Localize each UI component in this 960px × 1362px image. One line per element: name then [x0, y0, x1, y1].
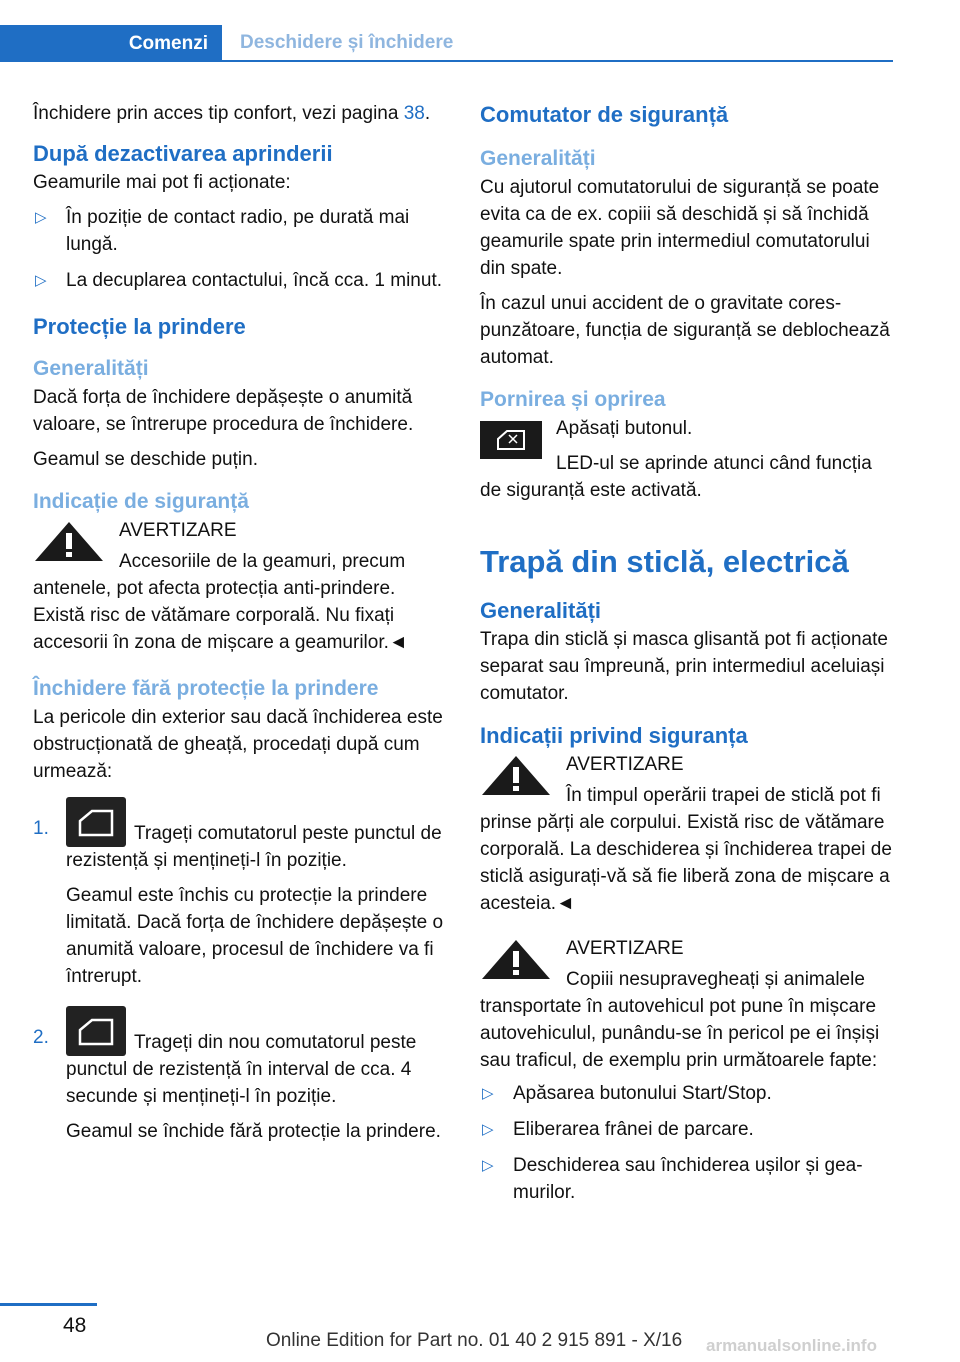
heading-generalitati-trapa: Generalități — [480, 598, 602, 623]
warning-box — [480, 935, 896, 1074]
paragraph-geamul-deschide: Geamul se deschide puțin. — [33, 449, 258, 470]
warning-box — [480, 751, 896, 917]
right-column — [480, 100, 896, 1215]
safety-switch-block — [480, 415, 896, 512]
warning-triangle-icon — [480, 753, 552, 797]
triangle-bullet-icon: ▷ — [482, 1085, 494, 1102]
list-item-text: În poziție de contact radio, pe durată mai lungă. — [66, 207, 410, 255]
list-item-text: La decuplarea contactului, încă cca. 1 minut. — [66, 270, 443, 291]
window-switch-icon — [66, 797, 126, 847]
triangle-bullet-icon: ▷ — [482, 1157, 494, 1174]
intro-text: Închidere prin acces tip confort, vezi pagina — [33, 103, 404, 124]
subheading-pornirea-oprirea: Pornirea și oprirea — [480, 388, 666, 411]
heading-comutator-siguranta: Comutator de siguranță — [480, 102, 729, 127]
warning-box — [33, 517, 448, 656]
list-item — [480, 1116, 896, 1143]
window-switch-icon — [66, 1006, 126, 1056]
list-item — [480, 1152, 896, 1206]
page-link-38[interactable]: 38 — [403, 103, 425, 124]
steps-list — [33, 797, 448, 1145]
step-item — [33, 1006, 448, 1145]
paragraph-geamurile: Geamurile mai pot fi acționate: — [33, 172, 291, 193]
paragraph-comutator: Cu ajutorul comutatorului de siguranță se poate evita ca de ex. copiii să deschidă și să închidă geamurile spate prin intermediul comutatorului din spate. — [480, 177, 880, 279]
paragraph-accident: În cazul unui accident de o gravitate corespunzătoare, funcția de siguranță se deblochează automat. — [480, 293, 890, 368]
step-text: Trageți comutatorul peste punctul de rezistență și mențineți-l în poziție. — [66, 797, 448, 874]
list-item-text: Apăsarea butonului Start/Stop. — [513, 1083, 772, 1104]
warning-triangle-icon — [480, 937, 552, 981]
warning-text: Copiii nesupravegheați și animalele transportate în autovehicul pot pune în mișcare autovehiculul, punându-se în pericol pe ei înșiși sau traficul, de exemplu prin următoarele fapte: — [480, 969, 880, 1071]
list-aprindere — [33, 204, 448, 294]
page-number: 48 — [63, 1314, 87, 1337]
list-item — [33, 204, 448, 258]
intro-paragraph — [33, 100, 448, 127]
intro-end: . — [424, 103, 431, 124]
triangle-bullet-icon: ▷ — [35, 209, 47, 226]
subheading-inchidere-fara-protectie: Închidere fără protecție la prindere — [33, 677, 379, 700]
edition-text: Online Edition for Part no. 01 40 2 915 891 - X/16 — [266, 1330, 683, 1351]
safety-switch-button-icon — [480, 421, 542, 459]
warning-heading: AVERTIZARE — [566, 938, 684, 959]
tab-deschidere-inchidere[interactable]: Deschidere și închidere — [240, 31, 454, 53]
warning-heading: AVERTIZARE — [119, 520, 237, 541]
header-tabs — [0, 25, 893, 62]
list-item — [480, 1080, 896, 1107]
warning-heading: AVERTIZARE — [566, 754, 684, 775]
heading-indicatii-siguranta: Indicații privind siguranța — [480, 723, 748, 748]
list-item-text: Eliberarea frânei de parcare. — [513, 1119, 754, 1140]
tab-comenzi[interactable]: Comenzi — [0, 25, 222, 62]
paragraph-apasati: Apăsați butonul. — [556, 418, 693, 439]
watermark: armanualsonline.info — [706, 1336, 877, 1355]
footer-divider — [0, 1303, 97, 1306]
step-extra: Geamul se închide fără protecție la prindere. — [66, 1121, 441, 1142]
paragraph-trapa: Trapa din sticlă și masca glisantă pot fi acționate separat sau împreună, prin intermediul aceluiași comutator. — [480, 629, 888, 704]
paragraph-pericole: La pericole din exterior sau dacă închiderea este obstrucționată de gheață, procedați după cum urmează: — [33, 707, 443, 782]
warning-triangle-icon — [33, 519, 105, 563]
heading-trapa-sticla: Trapă din sticlă, electrică — [480, 544, 849, 579]
paragraph-forta: Dacă forța de închidere depășește o anumită valoare, se întrerupe procedura de închidere. — [33, 387, 414, 435]
list-fapte — [480, 1080, 896, 1206]
list-item-text: Deschiderea sau închiderea ușilor și geamurilor. — [513, 1155, 863, 1203]
heading-dupa-dezactivarea: După dezactivarea aprinderii — [33, 141, 333, 166]
triangle-bullet-icon: ▷ — [482, 1121, 494, 1138]
subheading-generalitati: Generalități — [33, 357, 149, 380]
step-number: 2. — [33, 1027, 49, 1048]
left-column — [33, 100, 448, 1161]
paragraph-led: LED-ul se aprinde atunci când funcția de siguranță este activată. — [480, 453, 872, 501]
step-text: Trageți din nou comutatorul peste punctul de rezistență în interval de cca. 4 secunde și mențineți-l în poziție. — [66, 1006, 448, 1110]
step-number: 1. — [33, 818, 49, 839]
subheading-generalitati: Generalități — [480, 147, 596, 170]
step-extra: Geamul este închis cu protecție la prindere limitată. Dacă forța de închidere depășește o anumită valoare, procesul de închidere va fi întrerupt. — [66, 885, 444, 987]
header-divider — [0, 60, 893, 62]
triangle-bullet-icon: ▷ — [35, 272, 47, 289]
heading-protectie-prindere: Protecție la prindere — [33, 314, 246, 339]
list-item — [33, 267, 448, 294]
warning-text: Accesoriile de la geamuri, precum antenele, pot afecta protecția anti-prindere. Există risc de vătămare corporală. Nu fixați accesorii în zona de mișcare a geamurilor.◄ — [33, 551, 408, 653]
subheading-indicatie-siguranta: Indicație de siguranță — [33, 490, 249, 513]
warning-text: În timpul operării trapei de sticlă pot fi prinse părți ale corpului. Există risc de vătămare corporală. La deschiderea și închiderea trapei de sticlă asigurați-vă să fie liberă zona de mișcare a acesteia.◄ — [480, 785, 892, 914]
step-item — [33, 797, 448, 990]
